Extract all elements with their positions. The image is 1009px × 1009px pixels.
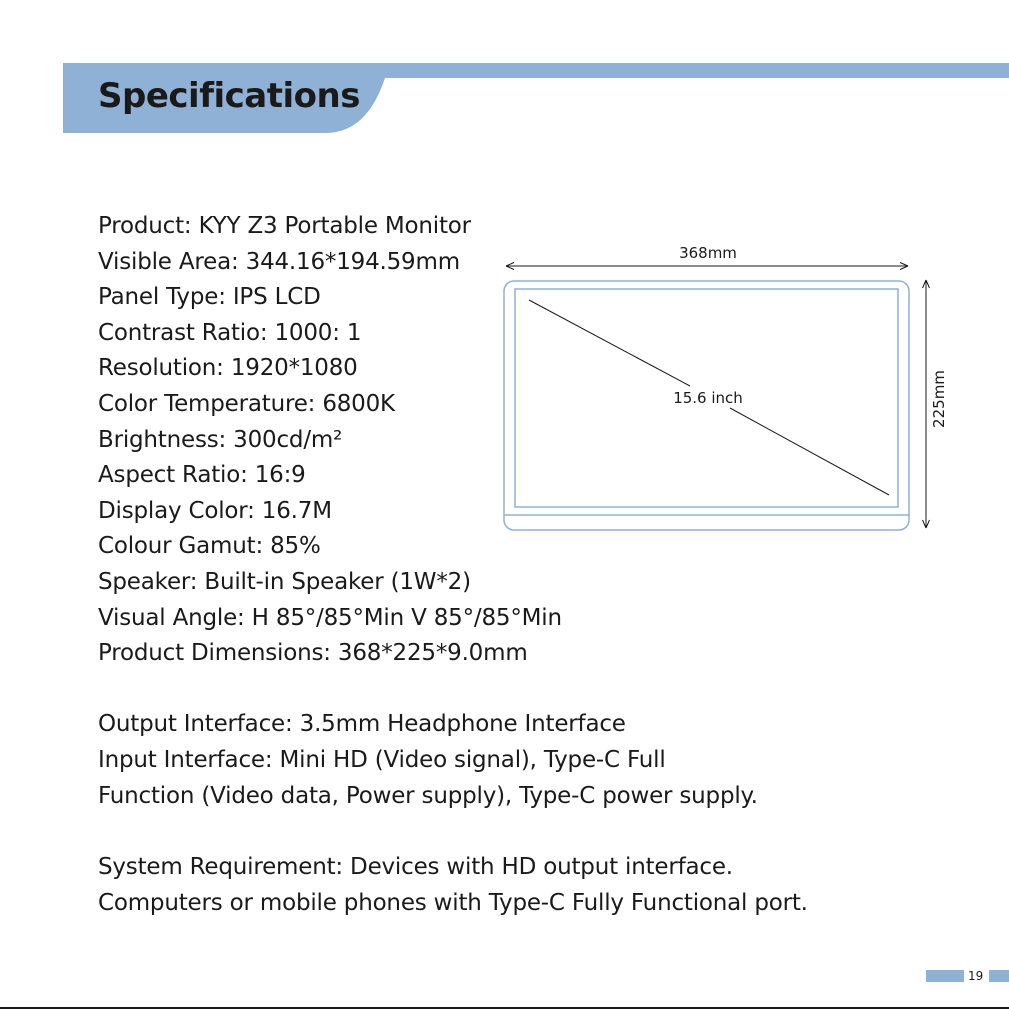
page-title: Specifications [98,76,360,116]
output-interface-line: Output Interface: 3.5mm Headphone Interface [98,711,626,737]
spec-item-visual-angle: Visual Angle: H 85°/85°Min V 85°/85°Min [98,604,562,631]
spec-item-product-dimensions: Product Dimensions: 368*225*9.0mm [98,640,528,667]
system-requirement-line-1: System Requirement: Devices with HD output interface. [98,854,733,880]
system-requirement-paragraph [98,849,808,921]
system-requirement-line-2: Computers or mobile phones with Type-C Fully Functional port. [98,890,808,916]
width-label: 368mm [679,244,737,262]
height-dimension-arrow [923,280,930,528]
spec-item-brightness: Brightness: 300cd/m² [98,426,343,453]
input-interface-line-2: Function (Video data, Power supply), Type-C power supply. [98,783,758,809]
footer-accent-bar-left [926,970,964,982]
spec-item-speaker: Speaker: Built-in Speaker (1W*2) [98,568,471,595]
page-number: 19 [968,969,984,983]
spec-item-color-temperature: Color Temperature: 6800K [98,390,395,417]
spec-item-panel-type: Panel Type: IPS LCD [98,284,321,311]
spec-item-aspect-ratio: Aspect Ratio: 16:9 [98,462,306,489]
input-interface-line-1: Input Interface: Mini HD (Video signal), Type-C Full [98,747,666,773]
height-label: 225mm [930,370,948,428]
footer-accent-bar-right [989,970,1009,982]
spec-item-resolution: Resolution: 1920*1080 [98,355,358,382]
diagonal-line-lower [730,408,889,495]
spec-item-colour-gamut: Colour Gamut: 85% [98,533,321,560]
interfaces-paragraph [98,706,758,814]
monitor-dimension-diagram [500,238,960,538]
width-dimension-arrow [506,263,908,270]
spec-item-product: Product: KYY Z3 Portable Monitor [98,213,471,239]
spec-item-visible-area: Visible Area: 344.16*194.59mm [98,248,460,275]
spec-item-display-color: Display Color: 16.7M [98,497,332,524]
page-footer [926,968,1009,984]
spec-item-contrast-ratio: Contrast Ratio: 1000: 1 [98,319,362,346]
spec-list [98,209,562,672]
diagonal-line-upper [529,300,690,386]
diagonal-label: 15.6 inch [673,389,743,407]
